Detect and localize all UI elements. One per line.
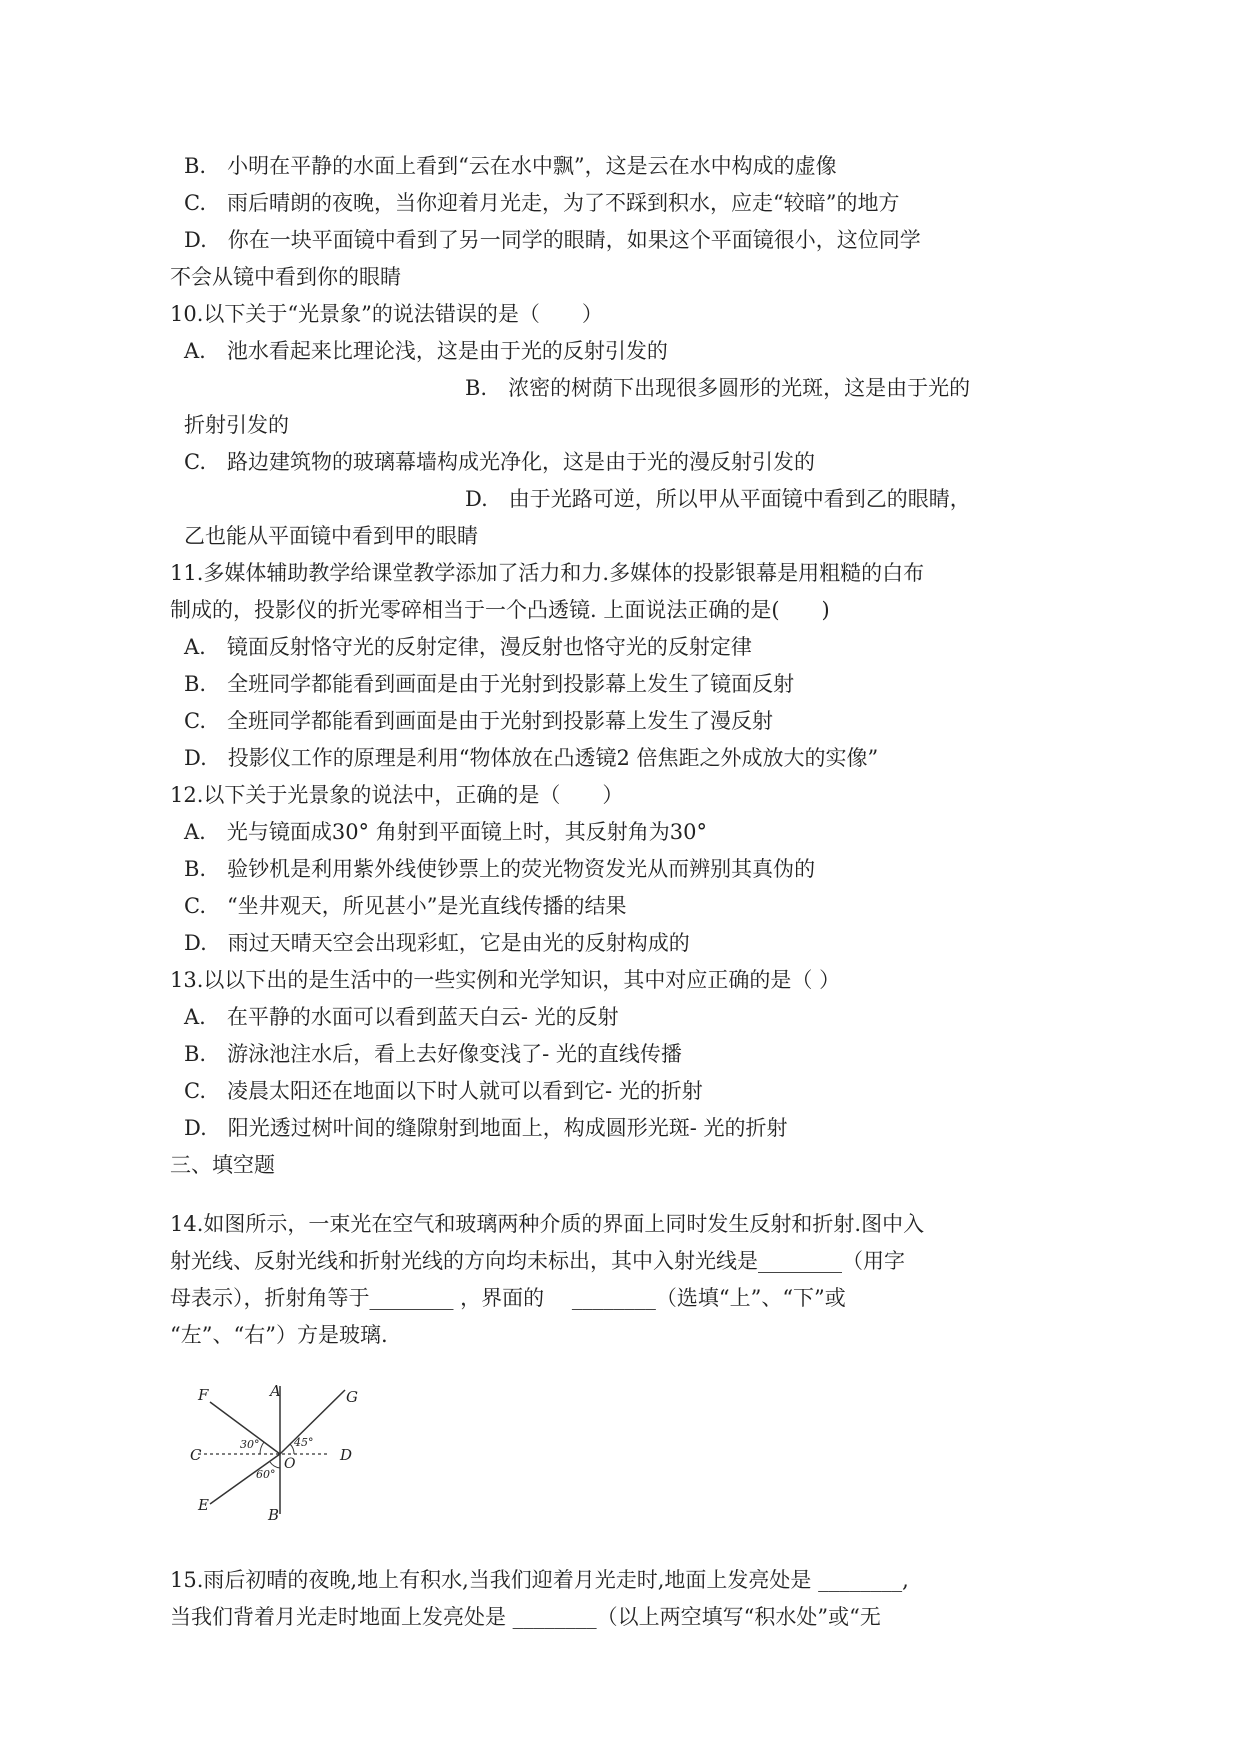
option-9c: C. 雨后晴朗的夜晚，当你迎着月光走，为了不踩到积水，应走“较暗”的地方 bbox=[184, 191, 900, 215]
question-15-cont: 当我们背着月光走时地面上发亮处是 ________（以上两空填写“积水处”或“无 bbox=[170, 1605, 881, 1629]
option-11d: D. 投影仪工作的原理是利用“物体放在凸透镜2 倍焦距之外成放大的实像” bbox=[184, 746, 879, 770]
option-12d: D. 雨过天晴天空会出现彩虹，它是由光的反射构成的 bbox=[184, 931, 690, 955]
option-10c: C. 路边建筑物的玻璃幕墙构成光净化，这是由于光的漫反射引发的 bbox=[184, 450, 815, 474]
option-9d-cont: 不会从镜中看到你的眼睛 bbox=[170, 265, 401, 289]
question-12: 12.以下关于光景象的说法中，正确的是（ ） bbox=[170, 783, 624, 807]
label-c: C bbox=[190, 1446, 202, 1464]
option-11c: C. 全班同学都能看到画面是由于光射到投影幕上发生了漫反射 bbox=[184, 709, 773, 733]
label-o: O bbox=[284, 1456, 296, 1472]
option-12b: B. 验钞机是利用紫外线使钞票上的荧光物资发光从而辨别其真伪的 bbox=[184, 857, 816, 881]
option-9b: B. 小明在平静的水面上看到“云在水中飘”，这是云在水中构成的虚像 bbox=[184, 154, 837, 178]
label-b: B bbox=[268, 1506, 280, 1520]
option-12a: A. 光与镜面成30° 角射到平面镜上时，其反射角为30° bbox=[184, 820, 707, 844]
question-14-line2: 射光线、反射光线和折射光线的方向均未标出，其中入射光线是________（用字 bbox=[170, 1249, 905, 1273]
label-d: D bbox=[340, 1446, 353, 1464]
option-10b-cont: 折射引发的 bbox=[184, 413, 289, 437]
question-13: 13.以以下出的是生活中的一些实例和光学知识，其中对应正确的是（ ） bbox=[170, 968, 841, 992]
option-11b: B. 全班同学都能看到画面是由于光射到投影幕上发生了镜面反射 bbox=[184, 672, 795, 696]
label-30: 30° bbox=[240, 1438, 260, 1451]
option-10a: A. 池水看起来比理论浅，这是由于光的反射引发的 bbox=[184, 339, 668, 363]
label-g: G bbox=[346, 1388, 358, 1406]
question-14: 14.如图所示，一束光在空气和玻璃两种介质的界面上同时发生反射和折射.图中入 bbox=[170, 1212, 925, 1236]
option-13a: A. 在平静的水面可以看到蓝天白云- 光的反射 bbox=[184, 1005, 619, 1029]
label-a: A bbox=[270, 1382, 281, 1400]
question-11-cont: 制成的，投影仪的折光零碎相当于一个凸透镜. 上面说法正确的是( ) bbox=[170, 598, 830, 622]
option-12c: C. “坐井观天，所见甚小”是光直线传播的结果 bbox=[184, 894, 627, 918]
label-45: 45° bbox=[294, 1436, 314, 1449]
label-f: F bbox=[198, 1386, 209, 1404]
option-10b: B. 浓密的树荫下出现很多圆形的光斑，这是由于光的 bbox=[465, 376, 971, 400]
question-15: 15.雨后初晴的夜晚,地上有积水,当我们迎着月光走时,地面上发亮处是 ________, bbox=[170, 1568, 909, 1592]
option-13c: C. 凌晨太阳还在地面以下时人就可以看到它- 光的折射 bbox=[184, 1079, 703, 1103]
question-14-line3: 母表示），折射角等于________ ，界面的 ________（选填“上”、“下”或 bbox=[170, 1286, 846, 1310]
option-13d: D. 阳光透过树叶间的缝隙射到地面上，构成圆形光斑- 光的折射 bbox=[184, 1116, 788, 1140]
section-heading: 三、填空题 bbox=[170, 1153, 275, 1177]
question-11: 11.多媒体辅助教学给课堂教学添加了活力和力.多媒体的投影银幕是用粗糙的白布 bbox=[170, 561, 925, 585]
option-9d: D. 你在一块平面镜中看到了另一同学的眼睛，如果这个平面镜很小，这位同学 bbox=[184, 228, 921, 252]
question-10: 10.以下关于“光景象”的说法错误的是（ ） bbox=[170, 302, 603, 326]
label-60: 60° bbox=[256, 1468, 276, 1481]
angle-arc-30 bbox=[260, 1442, 264, 1454]
option-10d: D. 由于光路可逆，所以甲从平面镜中看到乙的眼睛， bbox=[465, 487, 971, 511]
light-path-diagram bbox=[190, 1382, 380, 1520]
question-14-line4: “左”、“右”）方是玻璃. bbox=[170, 1323, 388, 1347]
option-13b: B. 游泳池注水后，看上去好像变浅了- 光的直线传播 bbox=[184, 1042, 682, 1066]
option-11a: A. 镜面反射恪守光的反射定律，漫反射也恪守光的反射定律 bbox=[184, 635, 752, 659]
option-10d-cont: 乙也能从平面镜中看到甲的眼睛 bbox=[184, 524, 478, 548]
label-e: E bbox=[198, 1496, 209, 1514]
